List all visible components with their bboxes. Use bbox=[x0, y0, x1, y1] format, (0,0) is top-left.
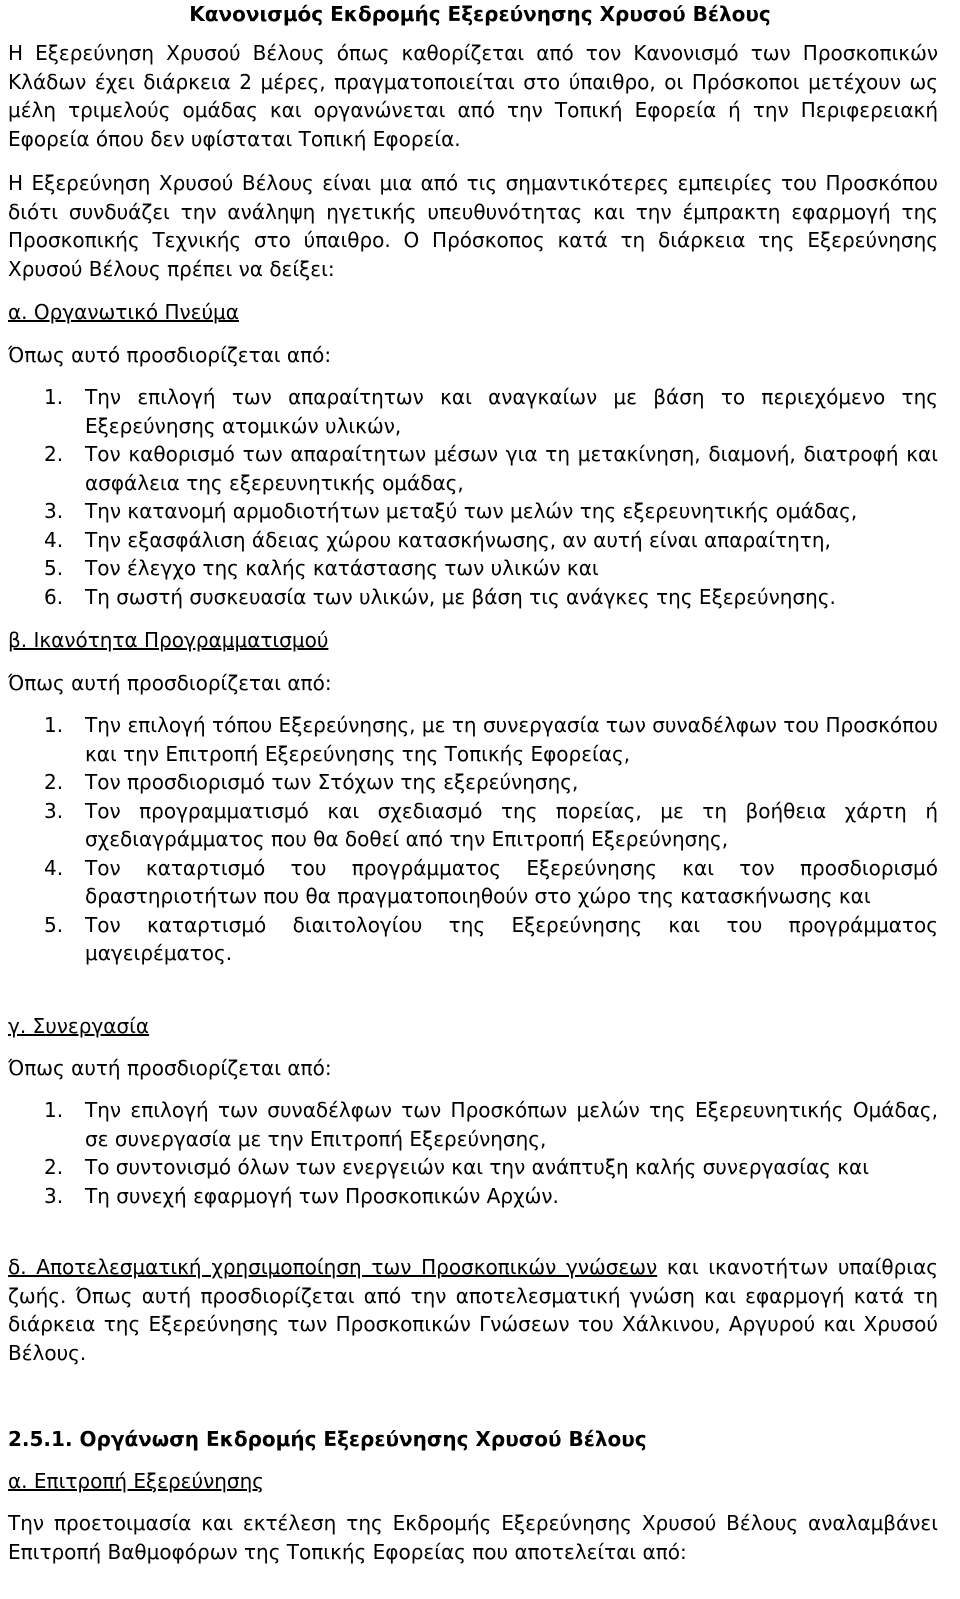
intro-paragraph-1: Η Εξερεύνηση Χρυσού Βέλους όπως καθορίζεται από τον Κανονισμό των Προσκοπικών Κλάδων έχει διάρκεια 2 μέρες, πραγματοποιείται στο ύπαιθρο, οι Πρόσκοποι μετέχουν ως μέλη τριμελούς ομάδας και οργανώνεται από την Τοπική Εφορεία ή την Περιφερειακή Εφορεία όπου δεν υφίσταται Τοπική Εφορεία. bbox=[8, 41, 938, 151]
section-a-subheading: Όπως αυτό προσδιορίζεται από: bbox=[8, 343, 332, 367]
section-251-heading: 2.5.1. Οργάνωση Εκδρομής Εξερεύνησης Χρυσού Βέλους bbox=[8, 1427, 647, 1451]
section-d-paragraph bbox=[8, 1253, 938, 1367]
list-item: 6. Τη σωστή συσκευασία των υλικών, με βάση τις ανάγκες της Εξερεύνησης. bbox=[44, 584, 836, 609]
section-b-heading: β. Ικανότητα Προγραμματισμού bbox=[8, 628, 329, 652]
section-b-list bbox=[8, 711, 938, 968]
list-item: 5. Τον καταρτισμό διαιτολογίου της Εξερεύνησης και του προγράμματος μαγειρέματος. bbox=[44, 912, 938, 965]
list-item: 1. Την επιλογή τόπου Εξερεύνησης, με τη συνεργασία των συναδέλφων του Προσκόπου και την Επιτροπή Εξερεύνησης της Τοπικής Εφορείας, bbox=[44, 713, 938, 766]
list-item: 5. Τον έλεγχο της καλής κατάστασης των υλικών και bbox=[44, 556, 599, 580]
section-b-subheading: Όπως αυτή προσδιορίζεται από: bbox=[8, 671, 332, 695]
list-item: 1. Την επιλογή των συναδέλφων των Προσκόπων μελών της Εξερευνητικής Ομάδας, σε συνεργασία με την Επιτροπή Εξερεύνησης, bbox=[44, 1098, 938, 1151]
list-item: 3. Τον προγραμματισμό και σχεδιασμό της πορείας, με τη βοήθεια χάρτη ή σχεδιαγράμματος που θα δοθεί από την Επιτροπή Εξερεύνησης, bbox=[44, 798, 938, 851]
list-item: 4. Τον καταρτισμό του προγράμματος Εξερεύνησης και τον προσδιορισμό δραστηριοτήτων που θα πραγματοποιηθούν στο χώρο της κατασκήνωσης και bbox=[44, 855, 938, 908]
section-251-paragraph: Την προετοιμασία και εκτέλεση της Εκδρομής Εξερεύνησης Χρυσού Βέλους αναλαμβάνει Επιτροπή Βαθμοφόρων της Τοπικής Εφορείας που αποτελείται από: bbox=[8, 1511, 938, 1564]
document-title: Κανονισμός Εκδρομής Εξερεύνησης Χρυσού Βέλους bbox=[189, 2, 771, 26]
list-item: 3. Τη συνεχή εφαρμογή των Προσκοπικών Αρχών. bbox=[44, 1183, 559, 1208]
section-c-subheading: Όπως αυτή προσδιορίζεται από: bbox=[8, 1056, 332, 1080]
section-251-subheading: α. Επιτροπή Εξερεύνησης bbox=[8, 1469, 265, 1493]
section-d-heading: δ. Αποτελεσματική χρησιμοποίηση των Προσκοπικών γνώσεων bbox=[8, 1255, 658, 1279]
section-c-heading: γ. Συνεργασία bbox=[8, 1014, 150, 1038]
list-item: 2. Τον καθορισμό των απαραίτητων μέσων για τη μετακίνηση, διαμονή, διατροφή και ασφάλεια της εξερευνητικής ομάδας, bbox=[44, 442, 938, 495]
section-d-text: και ικανοτήτων υπαίθριας ζωής. Όπως αυτή προσδιορίζεται από την αποτελεσματική γνώση και εφαρμογή κατά τη διάρκεια της Εξερεύνησης των Προσκοπικών Γνώσεων του Χάλκινου, Αργυρού και Χρυσού Βέλους. bbox=[8, 1255, 938, 1365]
section-c-list bbox=[8, 1096, 938, 1210]
list-item: 1. Την επιλογή των απαραίτητων και αναγκαίων με βάση το περιεχόμενο της Εξερεύνησης ατομικών υλικών, bbox=[44, 385, 938, 438]
section-a-list bbox=[8, 383, 938, 611]
section-a-heading: α. Οργανωτικό Πνεύμα bbox=[8, 300, 239, 324]
list-item: 3. Την κατανομή αρμοδιοτήτων μεταξύ των μελών της εξερευνητικής ομάδας, bbox=[44, 499, 858, 523]
list-item: 4. Την εξασφάλιση άδειας χώρου κατασκήνωσης, αν αυτή είναι απαραίτητη, bbox=[44, 527, 831, 552]
intro-paragraph-2: Η Εξερεύνηση Χρυσού Βέλους είναι μια από τις σημαντικότερες εμπειρίες του Προσκόπου διότι συνδυάζει την ανάληψη ηγετικής υπευθυνότητας και την έμπρακτη εφαρμογή της Προσκοπικής Τεχνικής στο ύπαιθρο. Ο Πρόσκοπος κατά τη διάρκεια της Εξερεύνησης Χρυσού Βέλους πρέπει να δείξει: bbox=[8, 171, 938, 281]
list-item: 2. Το συντονισμό όλων των ενεργειών και την ανάπτυξη καλής συνεργασίας και bbox=[44, 1155, 869, 1179]
list-item: 2. Τον προσδιορισμό των Στόχων της εξερεύνησης, bbox=[44, 770, 579, 794]
